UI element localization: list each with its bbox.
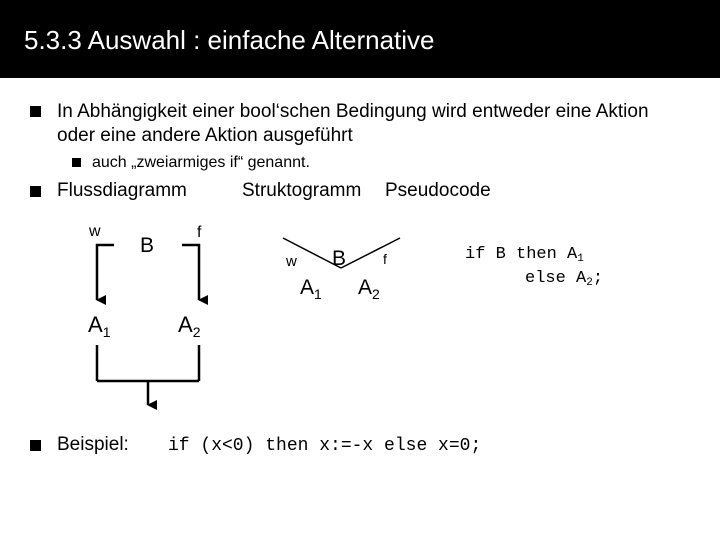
beispiel-label: Beispiel: — [57, 434, 129, 455]
bullet-marker — [30, 440, 41, 451]
strukto-condition: B — [332, 247, 347, 270]
flow-action1: $A_1$ — [88, 312, 111, 340]
strukto-action1: $A_1$ — [300, 276, 322, 302]
flow-false-label: f — [197, 224, 202, 241]
struktogramm — [283, 238, 400, 302]
struktogramm-label: Struktogramm — [242, 180, 362, 201]
example-code: if (x<0) then x:=-x else x=0; — [168, 436, 482, 456]
strukto-diag-right — [341, 238, 400, 268]
flussdiagramm-label: Flussdiagramm — [57, 180, 187, 201]
bullet-text-line1: In Abhängigkeit einer bool‘schen Bedingung wird entweder eine Aktion — [57, 101, 649, 122]
strukto-false-label: f — [383, 251, 387, 267]
strukto-action2: $A_2$ — [358, 276, 380, 302]
strukto-true-label: w — [286, 253, 297, 270]
flow-action2: $A_2$ — [178, 312, 201, 340]
flow-condition: B — [140, 234, 155, 257]
sub-bullet-text: auch „zweiarmiges if“ genannt. — [92, 154, 310, 171]
pseudocode — [465, 245, 603, 289]
bullet-text-line2: oder eine andere Aktion ausgeführt — [57, 125, 353, 146]
pseudocode-label: Pseudocode — [385, 180, 491, 201]
flowchart — [88, 212, 202, 405]
pseudo-line1: if B then A1 — [465, 245, 584, 265]
pseudo-line2: else A2; — [525, 269, 604, 289]
flow-true-label: w — [89, 223, 101, 240]
slide-title: 5.3.3 Auswahl : einfache Alternative — [24, 25, 435, 55]
